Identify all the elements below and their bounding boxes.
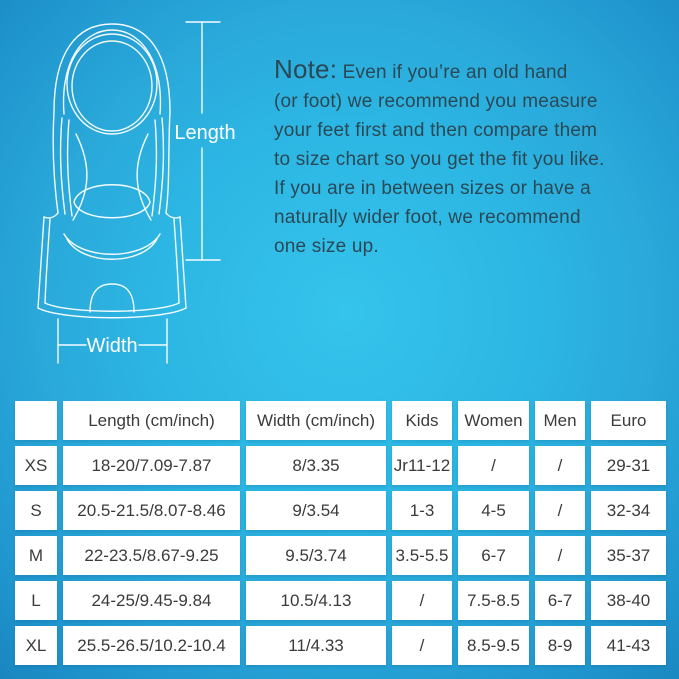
- length-label: Length: [174, 122, 236, 144]
- note-line: Even if you’re an old hand: [337, 62, 568, 83]
- cell-length: 20.5-21.5/8.07-8.46: [63, 491, 240, 530]
- fin-outline: [38, 24, 186, 318]
- cell-width: 8/3.35: [246, 446, 386, 485]
- cell-width: 11/4.33: [246, 626, 386, 665]
- cell-euro: 41-43: [591, 626, 666, 665]
- cell-size: M: [15, 536, 57, 575]
- cell-men: 8-9: [535, 626, 585, 665]
- note-line: to size chart so you get the fit you like.: [274, 149, 605, 170]
- cell-length: 22-23.5/8.67-9.25: [63, 536, 240, 575]
- note-heading: Note:: [274, 54, 338, 84]
- header-men: Men: [535, 401, 585, 440]
- table-row-l: [15, 581, 666, 620]
- fin-outline-drawing: [18, 8, 253, 378]
- cell-women: 4-5: [458, 491, 529, 530]
- header-euro: Euro: [591, 401, 666, 440]
- cell-euro: 35-37: [591, 536, 666, 575]
- table-row-m: [15, 536, 666, 575]
- cell-kids: Jr11-12: [392, 446, 452, 485]
- header-width: Width (cm/inch): [246, 401, 386, 440]
- cell-women: 6-7: [458, 536, 529, 575]
- cell-women: /: [458, 446, 529, 485]
- cell-men: /: [535, 446, 585, 485]
- cell-women: 7.5-8.5: [458, 581, 529, 620]
- cell-kids: 3.5-5.5: [392, 536, 452, 575]
- cell-kids: 1-3: [392, 491, 452, 530]
- cell-size: L: [15, 581, 57, 620]
- cell-width: 9/3.54: [246, 491, 386, 530]
- cell-length: 25.5-26.5/10.2-10.4: [63, 626, 240, 665]
- cell-men: /: [535, 491, 585, 530]
- cell-euro: 32-34: [591, 491, 666, 530]
- table-header-row: [15, 401, 666, 440]
- cell-size: XS: [15, 446, 57, 485]
- cell-men: 6-7: [535, 581, 585, 620]
- cell-euro: 29-31: [591, 446, 666, 485]
- note-line: (or foot) we recommend you measure: [274, 91, 598, 112]
- cell-length: 24-25/9.45-9.84: [63, 581, 240, 620]
- cell-kids: /: [392, 581, 452, 620]
- cell-size: XL: [15, 626, 57, 665]
- width-label: Width: [86, 335, 138, 357]
- note-line: one size up.: [274, 236, 379, 257]
- note-line: If you are in between sizes or have a: [274, 178, 591, 199]
- header-women: Women: [458, 401, 529, 440]
- header-length: Length (cm/inch): [63, 401, 240, 440]
- cell-width: 9.5/3.74: [246, 536, 386, 575]
- cell-women: 8.5-9.5: [458, 626, 529, 665]
- note-text: [274, 55, 676, 261]
- size-chart-table: [9, 395, 672, 671]
- cell-size: S: [15, 491, 57, 530]
- note-line: naturally wider foot, we recommend: [274, 207, 581, 228]
- header-size: [15, 401, 57, 440]
- table-row-xs: [15, 446, 666, 485]
- header-kids: Kids: [392, 401, 452, 440]
- note-line: your feet first and then compare them: [274, 120, 598, 141]
- cell-kids: /: [392, 626, 452, 665]
- cell-width: 10.5/4.13: [246, 581, 386, 620]
- cell-euro: 38-40: [591, 581, 666, 620]
- table-row-xl: [15, 626, 666, 665]
- cell-length: 18-20/7.09-7.87: [63, 446, 240, 485]
- table-row-s: [15, 491, 666, 530]
- cell-men: /: [535, 536, 585, 575]
